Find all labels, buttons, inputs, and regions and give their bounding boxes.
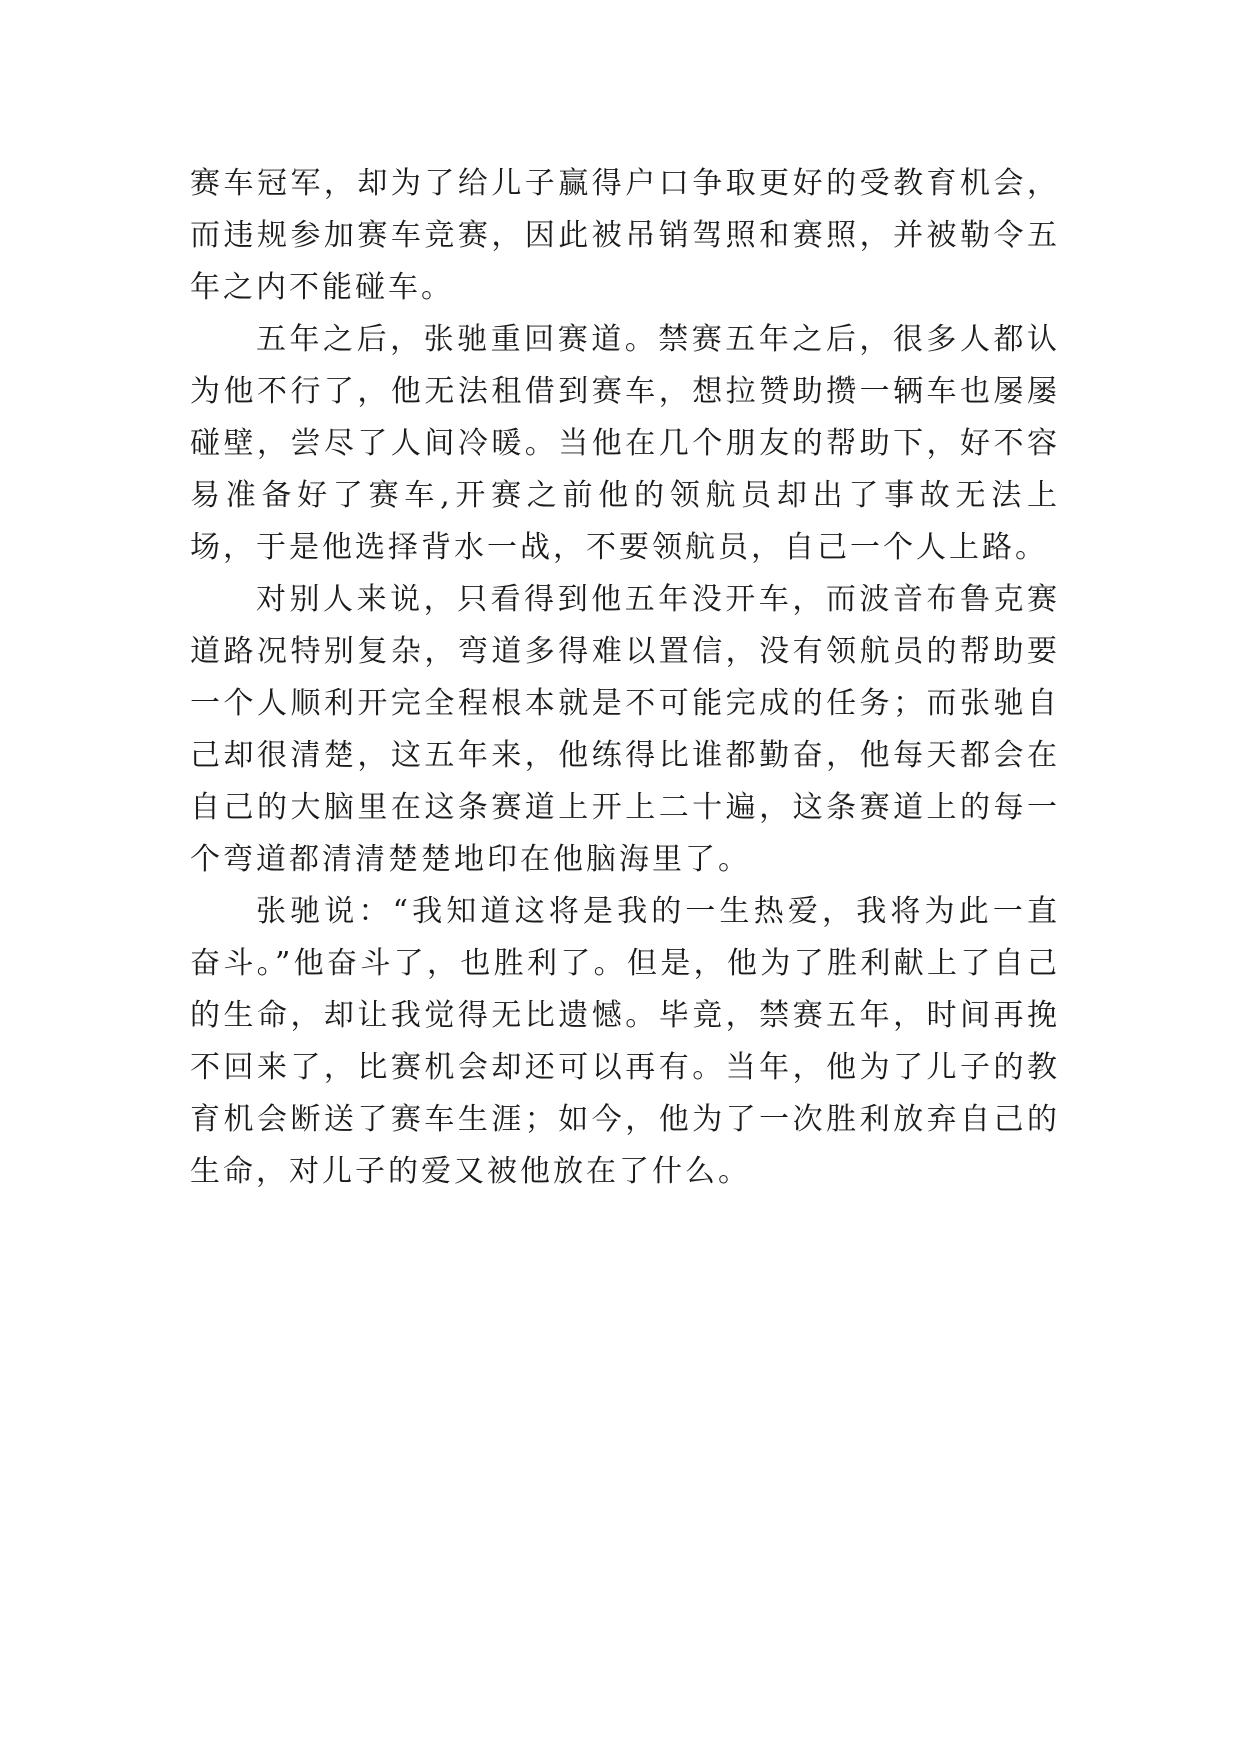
paragraph-3: 对别人来说，只看得到他五年没开车，而波音布鲁克赛道路况特别复杂，弯道多得难以置信，没有领航员的帮助要一个人顺利开完全程根本就是不可能完成的任务；而张驰自己却很清楚，这五年来，他练得比谁都勤奋，他每天都会在自己的大脑里在这条赛道上开上二十遍，这条赛道上的每一个弯道都清清楚楚地印在他脑海里了。 xyxy=(190,582,1060,877)
paragraph-4: 张驰说：“我知道这将是我的一生热爱，我将为此一直奋斗。”他奋斗了，也胜利了。但是，他为了胜利献上了自己的生命，却让我觉得无比遗憾。毕竟，禁赛五年，时间再挽不回来了，比赛机会却还可以再有。当年，他为了儿子的教育机会断送了赛车生涯；如今，他为了一次胜利放弃自己的生命，对儿子的爱又被他放在了什么。 xyxy=(190,894,1060,1189)
paragraph-1: 赛车冠军，却为了给儿子赢得户口争取更好的受教育机会，而违规参加赛车竞赛，因此被吊销驾照和赛照，并被勒令五年之内不能碰车。 xyxy=(190,166,1060,305)
document-body xyxy=(190,158,1060,1198)
paragraph-2: 五年之后，张驰重回赛道。禁赛五年之后，很多人都认为他不行了，他无法租借到赛车，想拉赞助攒一辆车也屡屡碰壁，尝尽了人间冷暖。当他在几个朋友的帮助下，好不容易准备好了赛车,开赛之前他的领航员却出了事故无法上场，于是他选择背水一战，不要领航员，自己一个人上路。 xyxy=(190,322,1060,565)
